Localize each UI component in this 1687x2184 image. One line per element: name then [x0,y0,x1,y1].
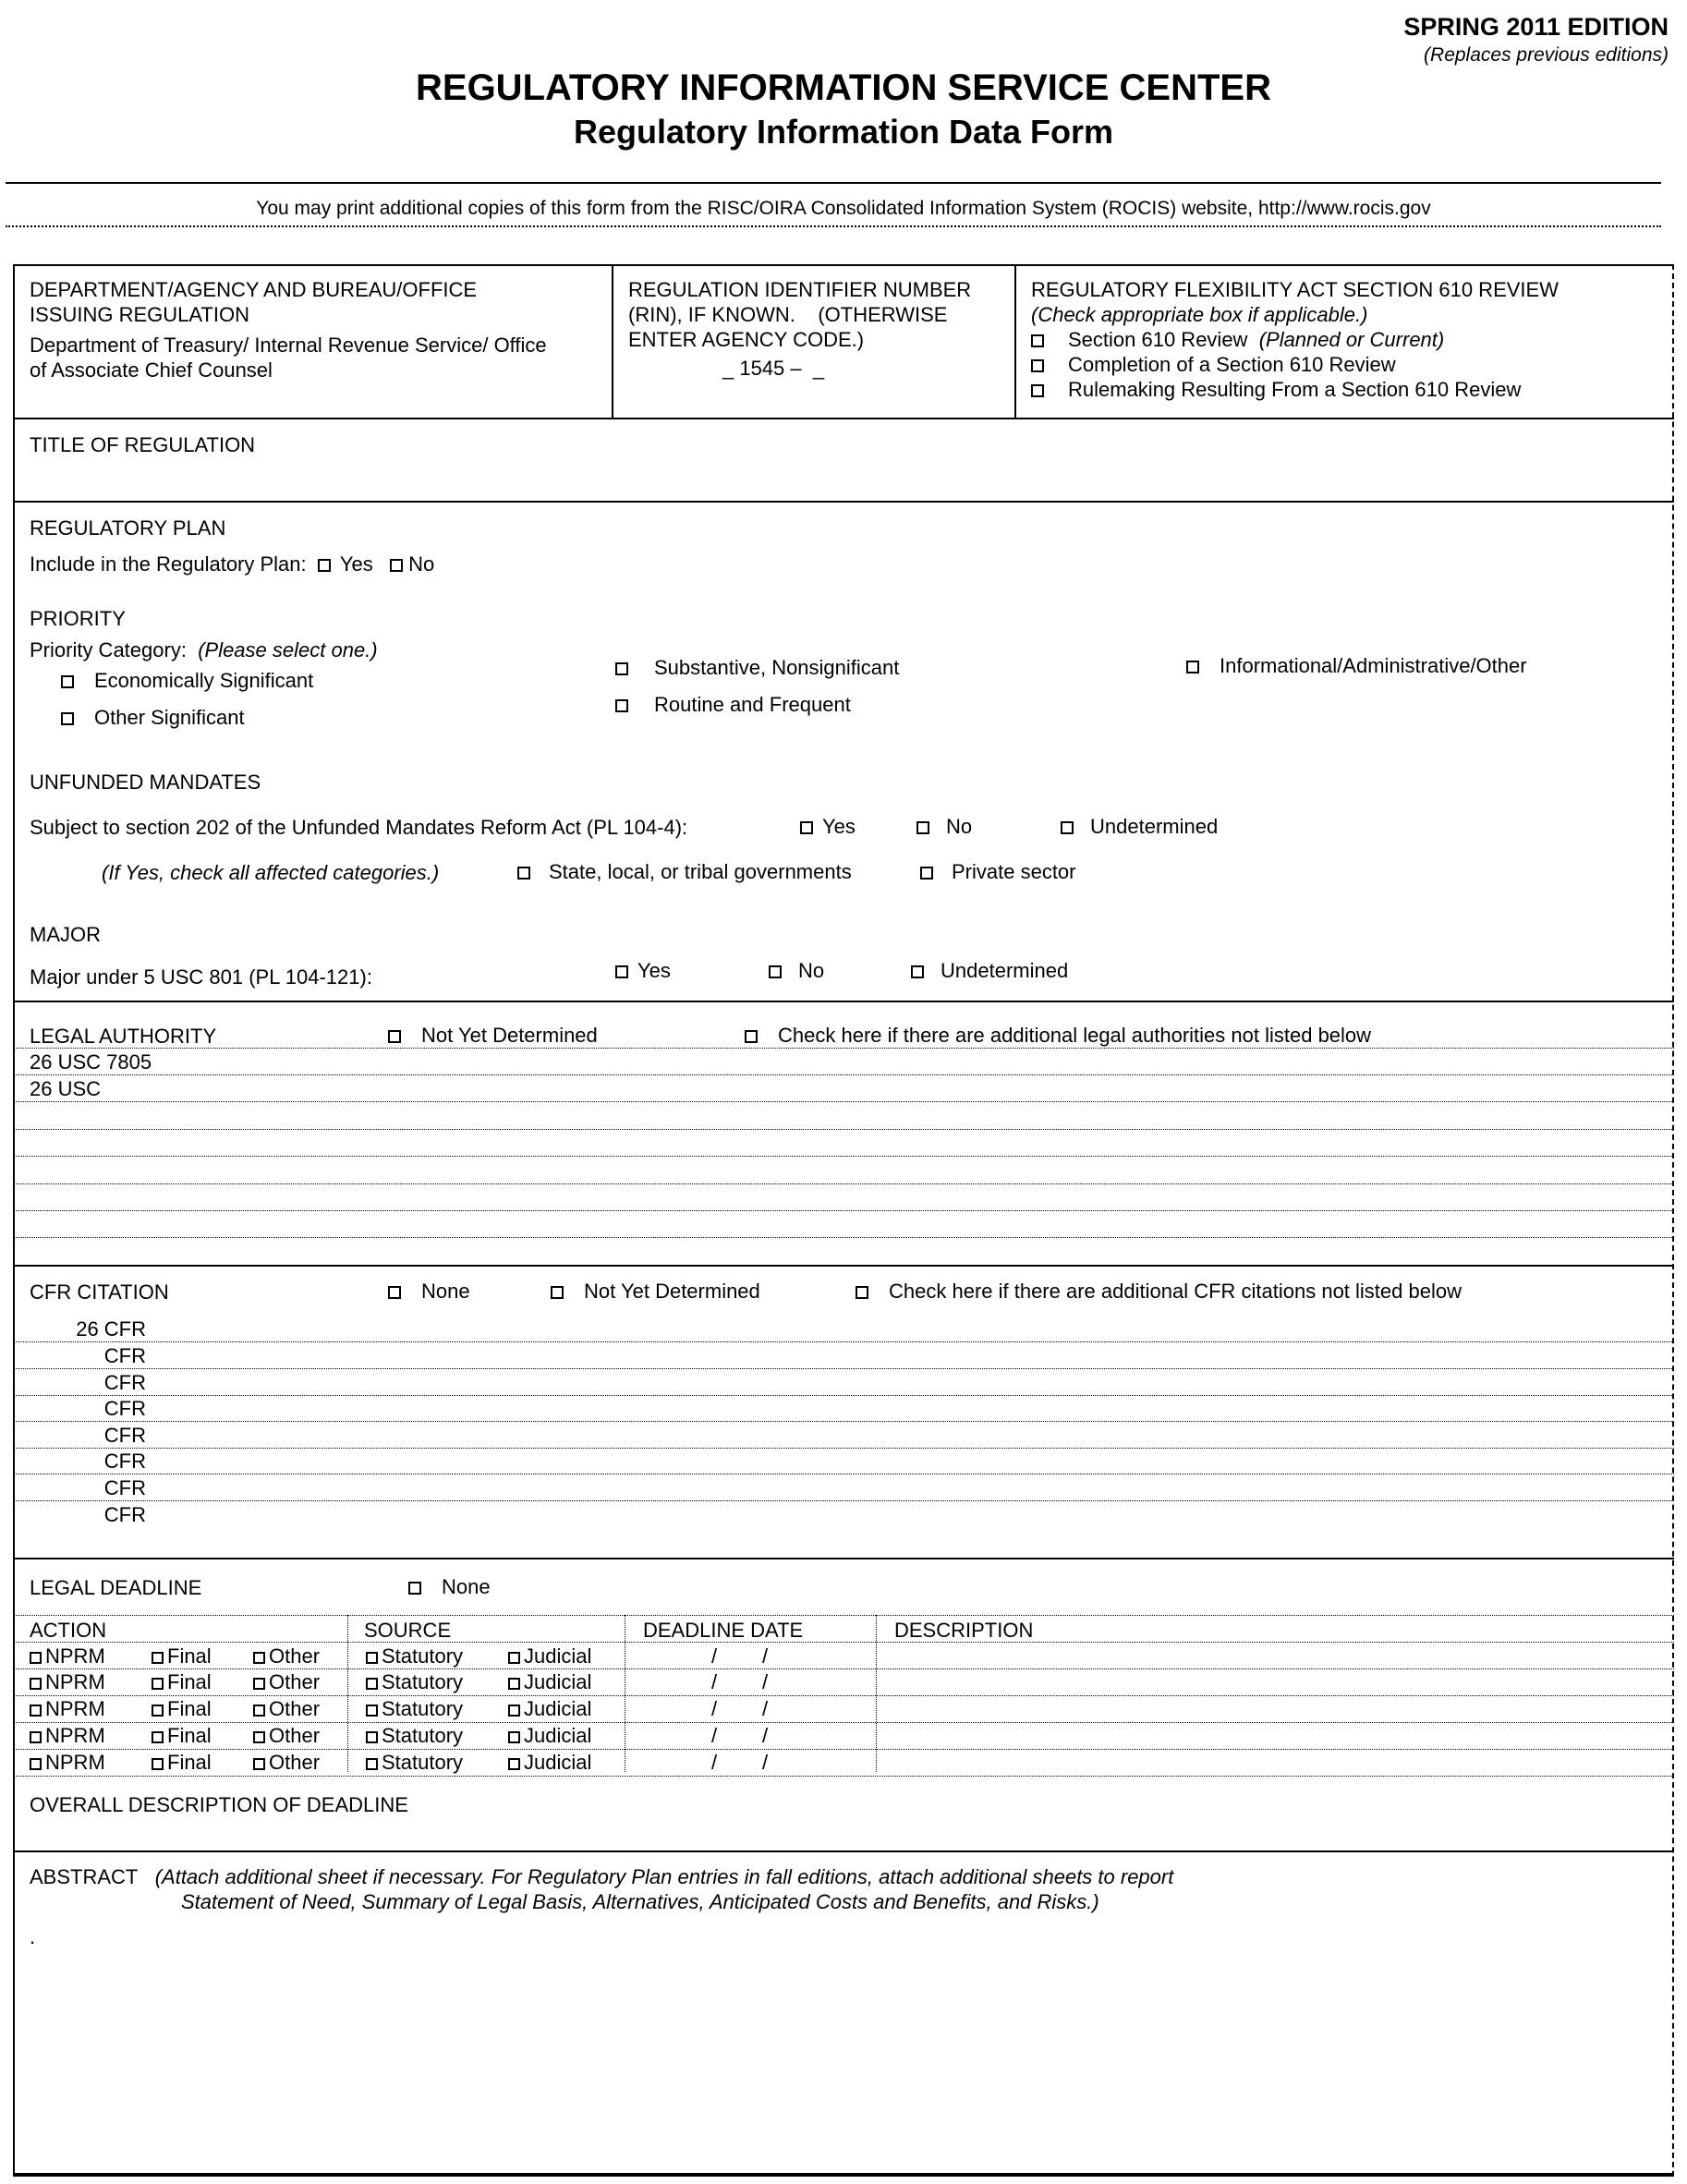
checkbox-icon[interactable] [517,867,530,880]
checkbox-icon[interactable] [390,559,403,572]
cfr-entry[interactable]: CFR [103,1503,146,1526]
replaces-note: (Replaces previous editions) [1424,44,1669,66]
row-divider [13,1341,1674,1342]
divider [1014,264,1016,418]
checkbox-icon[interactable] [366,1652,378,1664]
table-row [30,1644,1665,1670]
page-title: REGULATORY INFORMATION SERVICE CENTER [416,67,1271,108]
unfunded-mandates-question: Subject to section 202 of the Unfunded Mandates Reform Act (PL 104-4): [30,816,688,839]
divider [13,501,1674,503]
row-divider [13,1722,1674,1723]
abstract-instruction: (Attach additional sheet if necessary. For Regulatory Plan entries in fall editions, attach additional sheets to report [154,1865,1174,1888]
action-nprm[interactable]: NPRM [30,1670,105,1694]
checkbox-icon[interactable] [253,1758,265,1770]
checkbox-icon[interactable] [253,1678,265,1690]
agency-label-2: ISSUING REGULATION [30,303,249,326]
checkbox-icon[interactable] [152,1705,164,1717]
checkbox-icon[interactable] [30,1731,42,1743]
rin-section [628,277,971,381]
divider [13,1558,1674,1559]
unfunded-private-sector[interactable]: Private sector [920,860,1076,884]
checkbox-icon[interactable] [508,1731,520,1743]
source-statutory[interactable]: Statutory [366,1724,463,1748]
action-other[interactable]: Other [253,1670,320,1694]
checkbox-icon[interactable] [152,1731,164,1743]
checkbox-icon[interactable] [1186,661,1199,673]
legal-deadline-none[interactable]: None [408,1575,491,1599]
abstract-instruction-2: Statement of Need, Summary of Legal Basis, Alternatives, Anticipated Costs and Benefits, and Risks.) [181,1890,1099,1913]
checkbox-icon[interactable] [152,1678,164,1690]
source-judicial[interactable]: Judicial [508,1697,591,1721]
deadline-date-field[interactable]: / / [711,1697,769,1720]
checkbox-icon[interactable] [800,821,813,834]
checkbox-icon[interactable] [551,1286,564,1299]
action-other[interactable]: Other [253,1644,320,1668]
regulatory-plan-label: REGULATORY PLAN [30,516,226,540]
checkbox-icon[interactable] [745,1030,758,1043]
major-yes[interactable]: Yes [615,959,671,983]
major-label: MAJOR [30,923,101,946]
rfa610-section [1031,277,1559,402]
legal-authority-additional[interactable]: Check here if there are additional legal authorities not listed below [745,1024,1371,1048]
abstract-field[interactable]: . [30,1925,36,1948]
checkbox-icon[interactable] [615,699,628,712]
table-row [30,1751,1665,1777]
row-divider [13,1695,1674,1696]
source-judicial[interactable]: Judicial [508,1644,591,1668]
cfr-not-determined[interactable]: Not Yet Determined [551,1280,760,1304]
cfr-entry[interactable]: CFR [103,1424,146,1447]
checkbox-icon[interactable] [366,1678,378,1690]
unfunded-sub-instruction: (If Yes, check all affected categories.) [102,861,440,884]
checkbox-icon[interactable] [253,1652,265,1664]
deadline-date-field[interactable]: / / [711,1670,769,1693]
source-statutory[interactable]: Statutory [366,1670,463,1694]
divider [13,1001,1674,1002]
action-final[interactable]: Final [152,1724,212,1748]
cfr-citation-label: CFR CITATION [30,1280,169,1304]
source-judicial[interactable]: Judicial [508,1751,591,1775]
divider [13,1850,1674,1852]
checkbox-icon[interactable] [916,821,929,834]
checkbox-icon[interactable] [30,1678,42,1690]
rin-label-3: ENTER AGENCY CODE.) [628,328,865,351]
row-divider [13,1156,1674,1157]
checkbox-icon[interactable] [366,1731,378,1743]
checkbox-icon[interactable] [366,1758,378,1770]
checkbox-icon[interactable] [408,1582,421,1595]
source-statutory[interactable]: Statutory [366,1644,463,1668]
checkbox-icon[interactable] [30,1705,42,1717]
priority-option-routine[interactable]: Routine and Frequent [615,693,851,717]
header-divider [6,182,1661,184]
abstract-heading [30,1864,1173,1889]
priority-option-economically-significant[interactable]: Economically Significant [61,669,313,693]
unfunded-yes[interactable]: Yes [800,815,856,839]
checkbox-icon[interactable] [769,965,782,978]
source-statutory[interactable]: Statutory [366,1751,463,1775]
checkbox-icon[interactable] [1031,359,1044,372]
cfr-entry[interactable]: 26 CFR [76,1317,146,1341]
checkbox-icon[interactable] [388,1030,401,1043]
header-divider-dotted [6,225,1661,227]
row-divider [13,1749,1674,1750]
checkbox-icon[interactable] [253,1731,265,1743]
checkbox-icon[interactable] [30,1652,42,1664]
action-other[interactable]: Other [253,1751,320,1775]
column-header-deadline-date: DEADLINE DATE [643,1619,804,1642]
agency-label: DEPARTMENT/AGENCY AND BUREAU/OFFICE [30,278,478,301]
unfunded-state-local[interactable]: State, local, or tribal governments [517,860,852,884]
cfr-entry[interactable]: CFR [103,1344,146,1367]
row-divider [13,1237,1674,1238]
legal-authority-label: LEGAL AUTHORITY [30,1025,217,1048]
form-subtitle: Regulatory Information Data Form [573,113,1114,151]
rfa610-instruction: (Check appropriate box if applicable.) [1031,303,1368,326]
row-divider [13,1074,1674,1075]
rin-label-2: (RIN), IF KNOWN. (OTHERWISE [628,303,948,326]
rfa610-option[interactable]: Rulemaking Resulting From a Section 610 Review [1031,377,1559,402]
deadline-date-field[interactable]: / / [711,1644,769,1668]
priority-question: Priority Category: (Please select one.) [30,638,378,661]
legal-authority-entry[interactable]: 26 USC 7805 [30,1050,152,1074]
checkbox-icon[interactable] [388,1286,401,1299]
checkbox-icon[interactable] [920,867,933,880]
divider [13,1265,1674,1267]
legal-deadline-label: LEGAL DEADLINE [30,1576,202,1599]
source-judicial[interactable]: Judicial [508,1724,591,1748]
deadline-date-field[interactable]: / / [711,1751,769,1774]
regulatory-plan-yes[interactable]: Yes [318,552,373,576]
unfunded-undetermined[interactable]: Undetermined [1061,815,1218,839]
row-divider [13,1642,1674,1643]
row-divider [13,1395,1674,1396]
action-other[interactable]: Other [253,1724,320,1748]
agency-value[interactable]: Department of Treasury/ Internal Revenue Service/ Office [30,334,547,357]
action-final[interactable]: Final [152,1644,212,1668]
divider [612,264,613,418]
checkbox-icon[interactable] [152,1758,164,1770]
rin-label: REGULATION IDENTIFIER NUMBER [628,278,972,301]
row-divider [13,1210,1674,1211]
checkbox-icon[interactable] [1061,821,1074,834]
cfr-entry[interactable]: CFR [103,1476,146,1499]
major-no[interactable]: No [769,959,824,983]
row-divider [13,1183,1674,1184]
row-divider [13,1448,1674,1449]
regulatory-plan-no[interactable]: No [390,552,434,576]
priority-option-informational[interactable]: Informational/Administrative/Other [1186,654,1527,678]
agency-section [30,277,547,382]
title-of-regulation-field[interactable] [30,462,1656,495]
rin-value[interactable]: _ 1545 – _ [722,357,825,380]
checkbox-icon[interactable] [30,1758,42,1770]
checkbox-icon[interactable] [856,1286,868,1299]
unfunded-mandates-label: UNFUNDED MANDATES [30,770,261,794]
row-divider [13,1668,1674,1669]
major-undetermined[interactable]: Undetermined [911,959,1068,983]
checkbox-icon[interactable] [911,965,924,978]
row-divider [13,1368,1674,1369]
checkbox-icon[interactable] [61,675,74,688]
action-nprm[interactable]: NPRM [30,1697,105,1721]
row-divider [13,1129,1674,1130]
row-divider [13,1101,1674,1102]
priority-label: PRIORITY [30,607,126,630]
action-final[interactable]: Final [152,1697,212,1721]
abstract-label: ABSTRACT [30,1865,139,1888]
rfa610-label: REGULATORY FLEXIBILITY ACT SECTION 610 REVIEW [1031,278,1559,301]
checkbox-icon[interactable] [152,1652,164,1664]
cfr-entry[interactable]: CFR [103,1371,146,1394]
row-divider [13,1615,1674,1616]
cfr-none[interactable]: None [388,1280,470,1304]
priority-option-other-significant[interactable]: Other Significant [61,706,245,730]
action-other[interactable]: Other [253,1697,320,1721]
row-divider [13,1048,1674,1049]
table-row [30,1724,1665,1750]
action-final[interactable]: Final [152,1670,212,1694]
source-judicial[interactable]: Judicial [508,1670,591,1694]
rfa610-option[interactable]: Section 610 Review (Planned or Current) [1031,327,1559,352]
edition-label: SPRING 2011 EDITION [1403,13,1669,41]
checkbox-icon[interactable] [253,1705,265,1717]
table-row [30,1670,1665,1696]
rfa610-option[interactable]: Completion of a Section 610 Review [1031,352,1559,377]
checkbox-icon[interactable] [508,1705,520,1717]
checkbox-icon[interactable] [318,559,331,572]
overall-deadline-label: OVERALL DESCRIPTION OF DEADLINE [30,1793,408,1816]
overall-deadline-field[interactable] [30,1822,1656,1844]
action-nprm[interactable]: NPRM [30,1751,105,1775]
priority-option-substantive[interactable]: Substantive, Nonsignificant [615,656,899,680]
row-divider [13,1500,1674,1501]
checkbox-icon[interactable] [508,1758,520,1770]
action-nprm[interactable]: NPRM [30,1644,105,1668]
divider [13,418,1674,419]
regulatory-plan-question: Include in the Regulatory Plan: Yes No [30,552,435,576]
row-divider [13,1776,1674,1777]
deadline-date-field[interactable]: / / [711,1724,769,1747]
checkbox-icon[interactable] [615,662,628,675]
checkbox-icon[interactable] [508,1652,520,1664]
legal-authority-not-determined[interactable]: Not Yet Determined [388,1024,598,1048]
agency-value-2[interactable]: of Associate Chief Counsel [30,358,273,382]
legal-authority-entry[interactable]: 26 USC [30,1077,102,1100]
table-row [30,1697,1665,1723]
checkbox-icon[interactable] [615,965,628,978]
cfr-entry[interactable]: CFR [103,1450,146,1473]
major-question: Major under 5 USC 801 (PL 104-121): [30,965,372,989]
column-header-description: DESCRIPTION [894,1619,1034,1642]
checkbox-icon[interactable] [366,1705,378,1717]
column-header-action: ACTION [30,1619,107,1642]
cfr-additional[interactable]: Check here if there are additional CFR citations not listed below [856,1280,1462,1304]
title-of-regulation-label: TITLE OF REGULATION [30,433,256,456]
source-statutory[interactable]: Statutory [366,1697,463,1721]
checkbox-icon[interactable] [1031,334,1044,347]
action-nprm[interactable]: NPRM [30,1724,105,1748]
column-header-source: SOURCE [364,1619,452,1642]
checkbox-icon[interactable] [508,1678,520,1690]
checkbox-icon[interactable] [1031,384,1044,397]
row-divider [13,1421,1674,1422]
action-final[interactable]: Final [152,1751,212,1775]
print-note: You may print additional copies of this form from the RISC/OIRA Consolidated Information System (ROCIS) website, http://www.rocis.gov [256,198,1431,219]
checkbox-icon[interactable] [61,712,74,725]
unfunded-no[interactable]: No [916,815,972,839]
cfr-entry[interactable]: CFR [103,1397,146,1420]
